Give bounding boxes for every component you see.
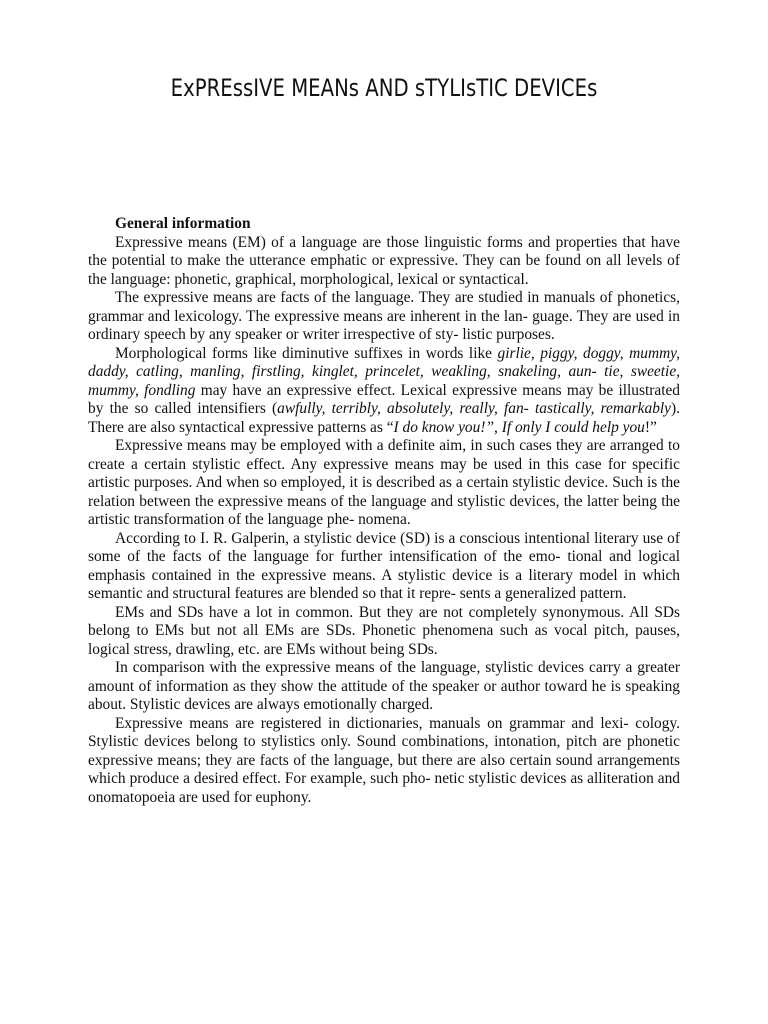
paragraph-3-examples-patterns: I do know you!”, If only I could help you bbox=[393, 418, 645, 436]
page-title: ExPREssIVE MEANs AND sTYLIsTIC DEVICEs bbox=[170, 74, 598, 102]
paragraph-4: Expressive means may be employed with a definite aim, in such cases they are arranged to create a certain stylistic effect. Any expressive means may be used in this case for specific artistic purposes. And when so employed, it is described as a certain stylistic device. Such is the relation between the expressive means of the language and stylistic devices, the latter being the artistic transformation of the language phe- nomena. bbox=[88, 437, 680, 528]
paragraph-6: EMs and SDs have a lot in common. But they are not completely synonymous. All SDs belong to EMs but not all EMs are SDs. Phonetic phenomena such as vocal pitch, pauses, logical stress, drawling, etc. are EMs without being SDs. bbox=[88, 603, 680, 658]
paragraph-1: Expressive means (EM) of a language are those linguistic forms and properties that have the potential to make the utterance emphatic or expressive. They can be found on all levels of the language: phonetic, graphical, morphological, lexical or syntactical. bbox=[88, 233, 680, 288]
paragraph-3-text-4: !” bbox=[644, 418, 657, 436]
paragraph-8: Expressive means are registered in dictionaries, manuals on grammar and lexi- cology. Stylistic devices belong to stylistics only. Sound combinations, intonation, pitch are phonetic expressive means; they are facts of the language, but there are also certain sound arrangements which produce a desired effect. For example, such pho- netic stylistic devices as alliteration and onomatopoeia are used for euphony. bbox=[88, 714, 680, 806]
paragraph-3-text-3: ). There are also syntactical expressive patterns as “ bbox=[88, 400, 680, 436]
paragraph-3-text-2: may have an expressive effect. Lexical expressive means may be illustrated by the so called intensifiers ( bbox=[88, 381, 680, 417]
section-heading: General information bbox=[115, 215, 251, 232]
paragraph-2: The expressive means are facts of the language. They are studied in manuals of phonetics, grammar and lexicology. The expressive means are inherent in the lan- guage. They are used in ordinary speech by any speaker or writer irrespective of sty- listic purposes. bbox=[88, 289, 680, 343]
paragraph-5: According to I. R. Galperin, a stylistic device (SD) is a conscious intentional literary use of some of the facts of the language for further intensification of the emo- tional and logical emphasis contained in the expressive means. A stylistic device is a literary model in which semantic and structural features are blended so that it repre- sents a generalized pattern. bbox=[88, 529, 680, 602]
paragraph-3-examples-intensifiers: awfully, terribly, absolutely, really, fan- tastically, remarkably bbox=[277, 400, 671, 417]
paragraph-3 bbox=[88, 345, 680, 438]
paragraph-3-text-1: Morphological forms like diminutive suffixes in words like bbox=[115, 344, 498, 362]
paragraph-3-examples-diminutives: girlie, piggy, doggy, mummy, daddy, catling, manling, firstling, kinglet, princelet, weakling, snakeling, aun- tie, sweetie, mummy, fondling bbox=[88, 344, 681, 399]
paragraph-7: In comparison with the expressive means of the language, stylistic devices carry a greater amount of information as they show the attitude of the speaker or author toward he is speaking about. Stylistic devices are always emotionally charged. bbox=[88, 659, 680, 713]
document-body bbox=[88, 215, 680, 807]
